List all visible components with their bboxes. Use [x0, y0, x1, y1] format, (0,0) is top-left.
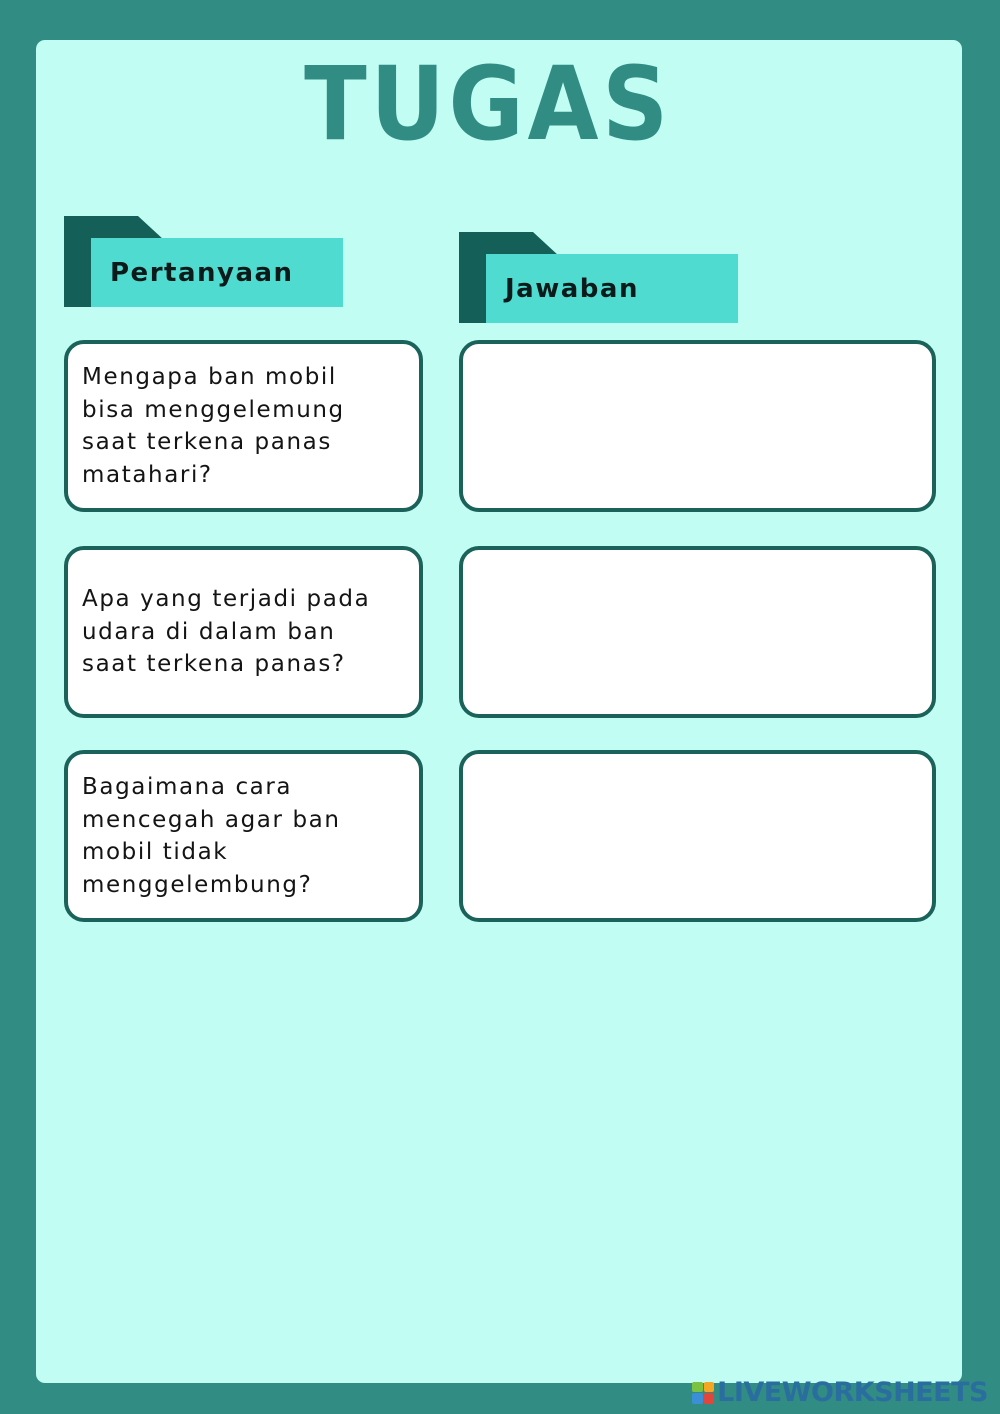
answer-input-3[interactable]	[459, 750, 936, 922]
question-box-2: Apa yang terjadi pada udara di dalam ban saat terkena panas?	[64, 546, 423, 718]
question-box-1: Mengapa ban mobil bisa menggelemung saat terkena panas matahari?	[64, 340, 423, 512]
liveworksheets-logo-icon	[692, 1382, 714, 1404]
question-box-3: Bagaimana cara mencegah agar ban mobil tidak menggelembung?	[64, 750, 423, 922]
answer-input-1[interactable]	[459, 340, 936, 512]
worksheet-title: TUGAS	[304, 45, 672, 164]
liveworksheets-brand: LIVEWORKSHEETS	[717, 1377, 988, 1408]
liveworksheets-watermark	[692, 1379, 988, 1406]
answer-input-2[interactable]	[459, 546, 936, 718]
question-header: Pertanyaan	[91, 238, 343, 307]
answer-header: Jawaban	[486, 254, 738, 323]
